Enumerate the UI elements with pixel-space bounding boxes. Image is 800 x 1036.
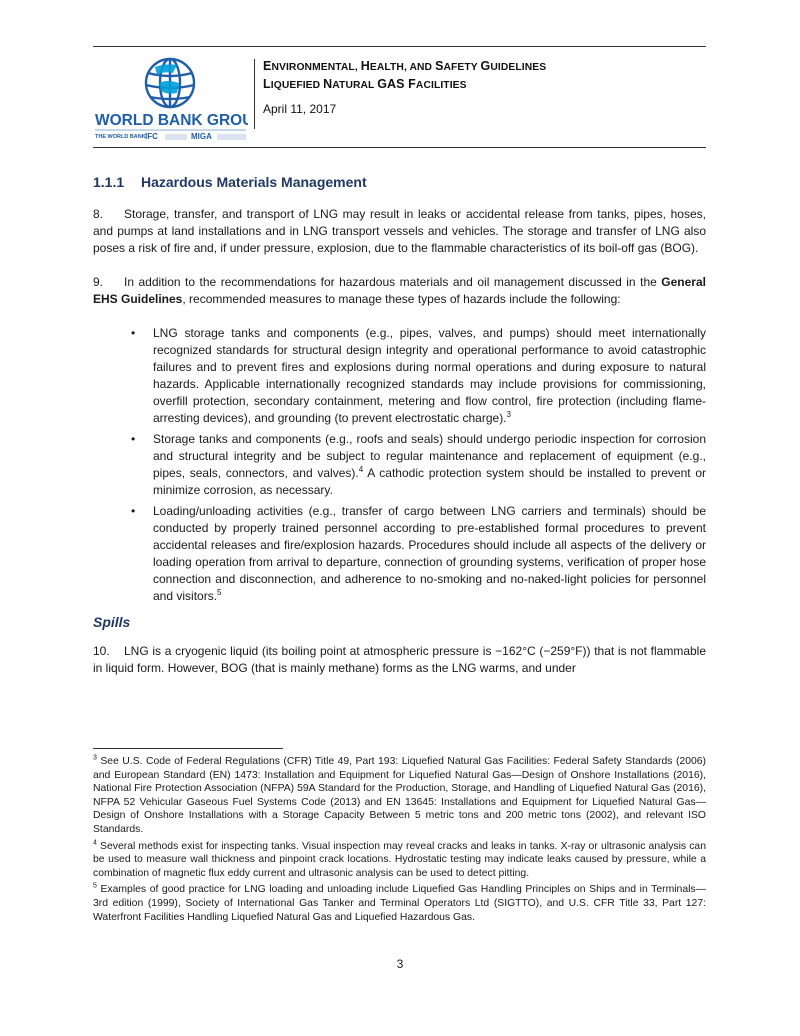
title-initial: GAS F — [377, 77, 416, 91]
title-initial: E — [263, 59, 272, 73]
list-item-text: LNG storage tanks and components (e.g., pipes, valves, and pumps) should meet internationally recognized standards for structural design integrity and operational performance to avoid catastrophic failures and to prevent fires and explosions during normal operations and during exposure to natural hazards. Applicable internationally recognized standards may include provisions for commissioning, overfill protection, secondary containment, metering and flow control, fire protection (including flame-arresting devices), and grounding (to prevent electrostatic charge). — [153, 326, 706, 425]
footnote-separator — [93, 748, 283, 749]
logo-sub-world-bank: THE WORLD BANK — [95, 134, 146, 140]
header-text — [263, 58, 546, 116]
world-bank-globe-icon — [93, 53, 248, 145]
page-number: 3 — [396, 957, 404, 971]
subsection-heading: Spills — [93, 614, 131, 630]
footnote-4 — [93, 840, 706, 881]
footnotes — [93, 755, 706, 927]
footnote-ref[interactable]: 3 — [506, 410, 511, 419]
document-title-line-2 — [263, 76, 546, 94]
bullet-icon: • — [131, 432, 136, 446]
title-small-caps: ACILITIES — [415, 80, 467, 91]
list-item-text: Loading/unloading activities (e.g., transfer of cargo between LNG carriers and terminals) should be conducted by properly trained personnel according to pre-established formal procedures to prevent accidental releases and fire/explosion hazards. Procedures should include all aspects of the delivery or loading operation from arrival to departure, connection of grounding systems, verification of proper hose connection and disconnection, and adherence to no-smoking and no-naked-light policies for personnel and visitors. — [153, 504, 706, 603]
paragraph-number: 9. — [93, 275, 104, 289]
footnote-3 — [93, 755, 706, 837]
paragraph-9 — [93, 274, 706, 308]
paragraph-8 — [93, 206, 706, 257]
footnote-number: 5 — [93, 882, 97, 890]
title-small-caps: NVIRONMENTAL, — [271, 62, 361, 73]
recommendations-list — [93, 325, 706, 605]
page-header — [93, 47, 706, 147]
title-initial: S — [435, 59, 444, 73]
section-title: Hazardous Materials Management — [141, 174, 367, 190]
document-date: April 11, 2017 — [263, 102, 337, 116]
title-initial: N — [323, 77, 333, 91]
list-item — [93, 503, 706, 605]
list-item — [93, 325, 706, 427]
page-body — [93, 172, 706, 694]
footnote-number: 4 — [93, 839, 97, 847]
list-item-tail: A cathodic protection system should be installed to prevent or minimize corrosion, as necessary. — [153, 466, 706, 497]
title-small-caps: AFETY — [443, 62, 481, 73]
paragraph-text: Storage, transfer, and transport of LNG may result in leaks or accidental release from tanks, pipes, hoses, and pumps at land installations and in LNG transport vessels and vehicles. The storage and transfer of LNG also poses a risk of fire and, if under pressure, explosion, due to the flammable characteristics of its boil-off gas (BOG). — [93, 207, 706, 255]
list-item — [93, 431, 706, 499]
list-item-text: Storage tanks and components (e.g., roofs and seals) should undergo periodic inspection for corrosion and structural integrity and be subject to regular maintenance and replacement of equipment (e.g., pipes, seals, connectors, and valves). — [153, 432, 706, 480]
bullet-icon: • — [131, 326, 136, 340]
logo-sub-ifc: IFC — [145, 132, 158, 141]
section-heading — [93, 172, 706, 192]
document-title-line-1 — [263, 58, 546, 76]
bullet-icon: • — [131, 504, 136, 518]
title-initial: H — [360, 59, 370, 73]
footnote-5 — [93, 883, 706, 924]
general-ehs-guidelines-reference: General EHS Guidelines — [93, 275, 706, 306]
title-initial: L — [263, 77, 271, 91]
logo-wordmark: WORLD BANK GROUP — [95, 112, 248, 129]
paragraph-10 — [93, 643, 706, 677]
section-number: 1.1.1 — [93, 174, 125, 190]
paragraph-text: LNG is a cryogenic liquid (its boiling point at atmospheric pressure is −162°C (−259°F)) that is not flammable in liquid form. However, BOG (that is mainly methane) forms as the LNG warms, and under — [93, 644, 706, 675]
title-small-caps: EALTH, AND — [369, 62, 436, 73]
footnote-text: Several methods exist for inspecting tanks. Visual inspection may reveal cracks and leaks in tanks. X-ray or ultrasonic analysis can be used to measure wall thickness and pinpoint crack locations. Hydrostatic testing may indicate leaks caused by pressure, while a combination of magnetic flux eddy current and ultrasonic analysis can be used to detect pitting. — [93, 840, 706, 879]
footnote-text: Examples of good practice for LNG loading and unloading include Liquefied Gas Handling Principles on Ships and in Terminals—3rd edition (1999), Society of International Gas Tanker and Terminal Operators Ltd (SIGTTO), and U.S. CFR Title 33, Part 127: Waterfront Facilities Handling Liquefied Natural Gas and Liquefied Hazardous Gas. — [93, 884, 706, 923]
paragraph-number: 8. — [93, 207, 104, 221]
footnote-number: 3 — [93, 754, 97, 762]
footnote-text: See U.S. Code of Federal Regulations (CFR) Title 49, Part 193: Liquefied Natural Gas Facilities: Federal Safety Standards (2006) and European Standard (EN) 1473: Installation and Equipment for Liquefied Natural Gas—Design of Onshore Installations (2016), National Fire Protection Association (NFPA) 59A Standard for the Production, Storage, and Handling of Liquefied Natural Gas (2016), NFPA 52 Vehicular Gaseous Fuel Systems Code (2013) and EN 13645: Installations and Equipment for Liquefied Natural Gas—Design of Onshore Installations with a Storage Capacity Between 5 metric tons and 200 metric tons (2002), and relevant ISO Standards. — [93, 756, 706, 835]
footnote-ref[interactable]: 4 — [358, 465, 364, 474]
title-initial: G — [480, 59, 491, 73]
logo-sub-miga: MIGA — [191, 132, 212, 141]
footnote-ref[interactable]: 5 — [217, 588, 222, 597]
title-small-caps: IQUEFIED — [270, 80, 324, 91]
paragraph-text: In addition to the recommendations for hazardous materials and oil management discussed in the — [124, 275, 662, 289]
world-bank-group-logo — [93, 53, 248, 145]
paragraph-number: 10. — [93, 644, 110, 658]
header-bottom-rule — [93, 147, 706, 148]
title-small-caps: ATURAL — [332, 80, 378, 91]
paragraph-text: , recommended measures to manage these types of hazards include the following: — [182, 292, 621, 306]
header-divider — [254, 59, 255, 129]
title-small-caps: UIDELINES — [490, 62, 547, 73]
